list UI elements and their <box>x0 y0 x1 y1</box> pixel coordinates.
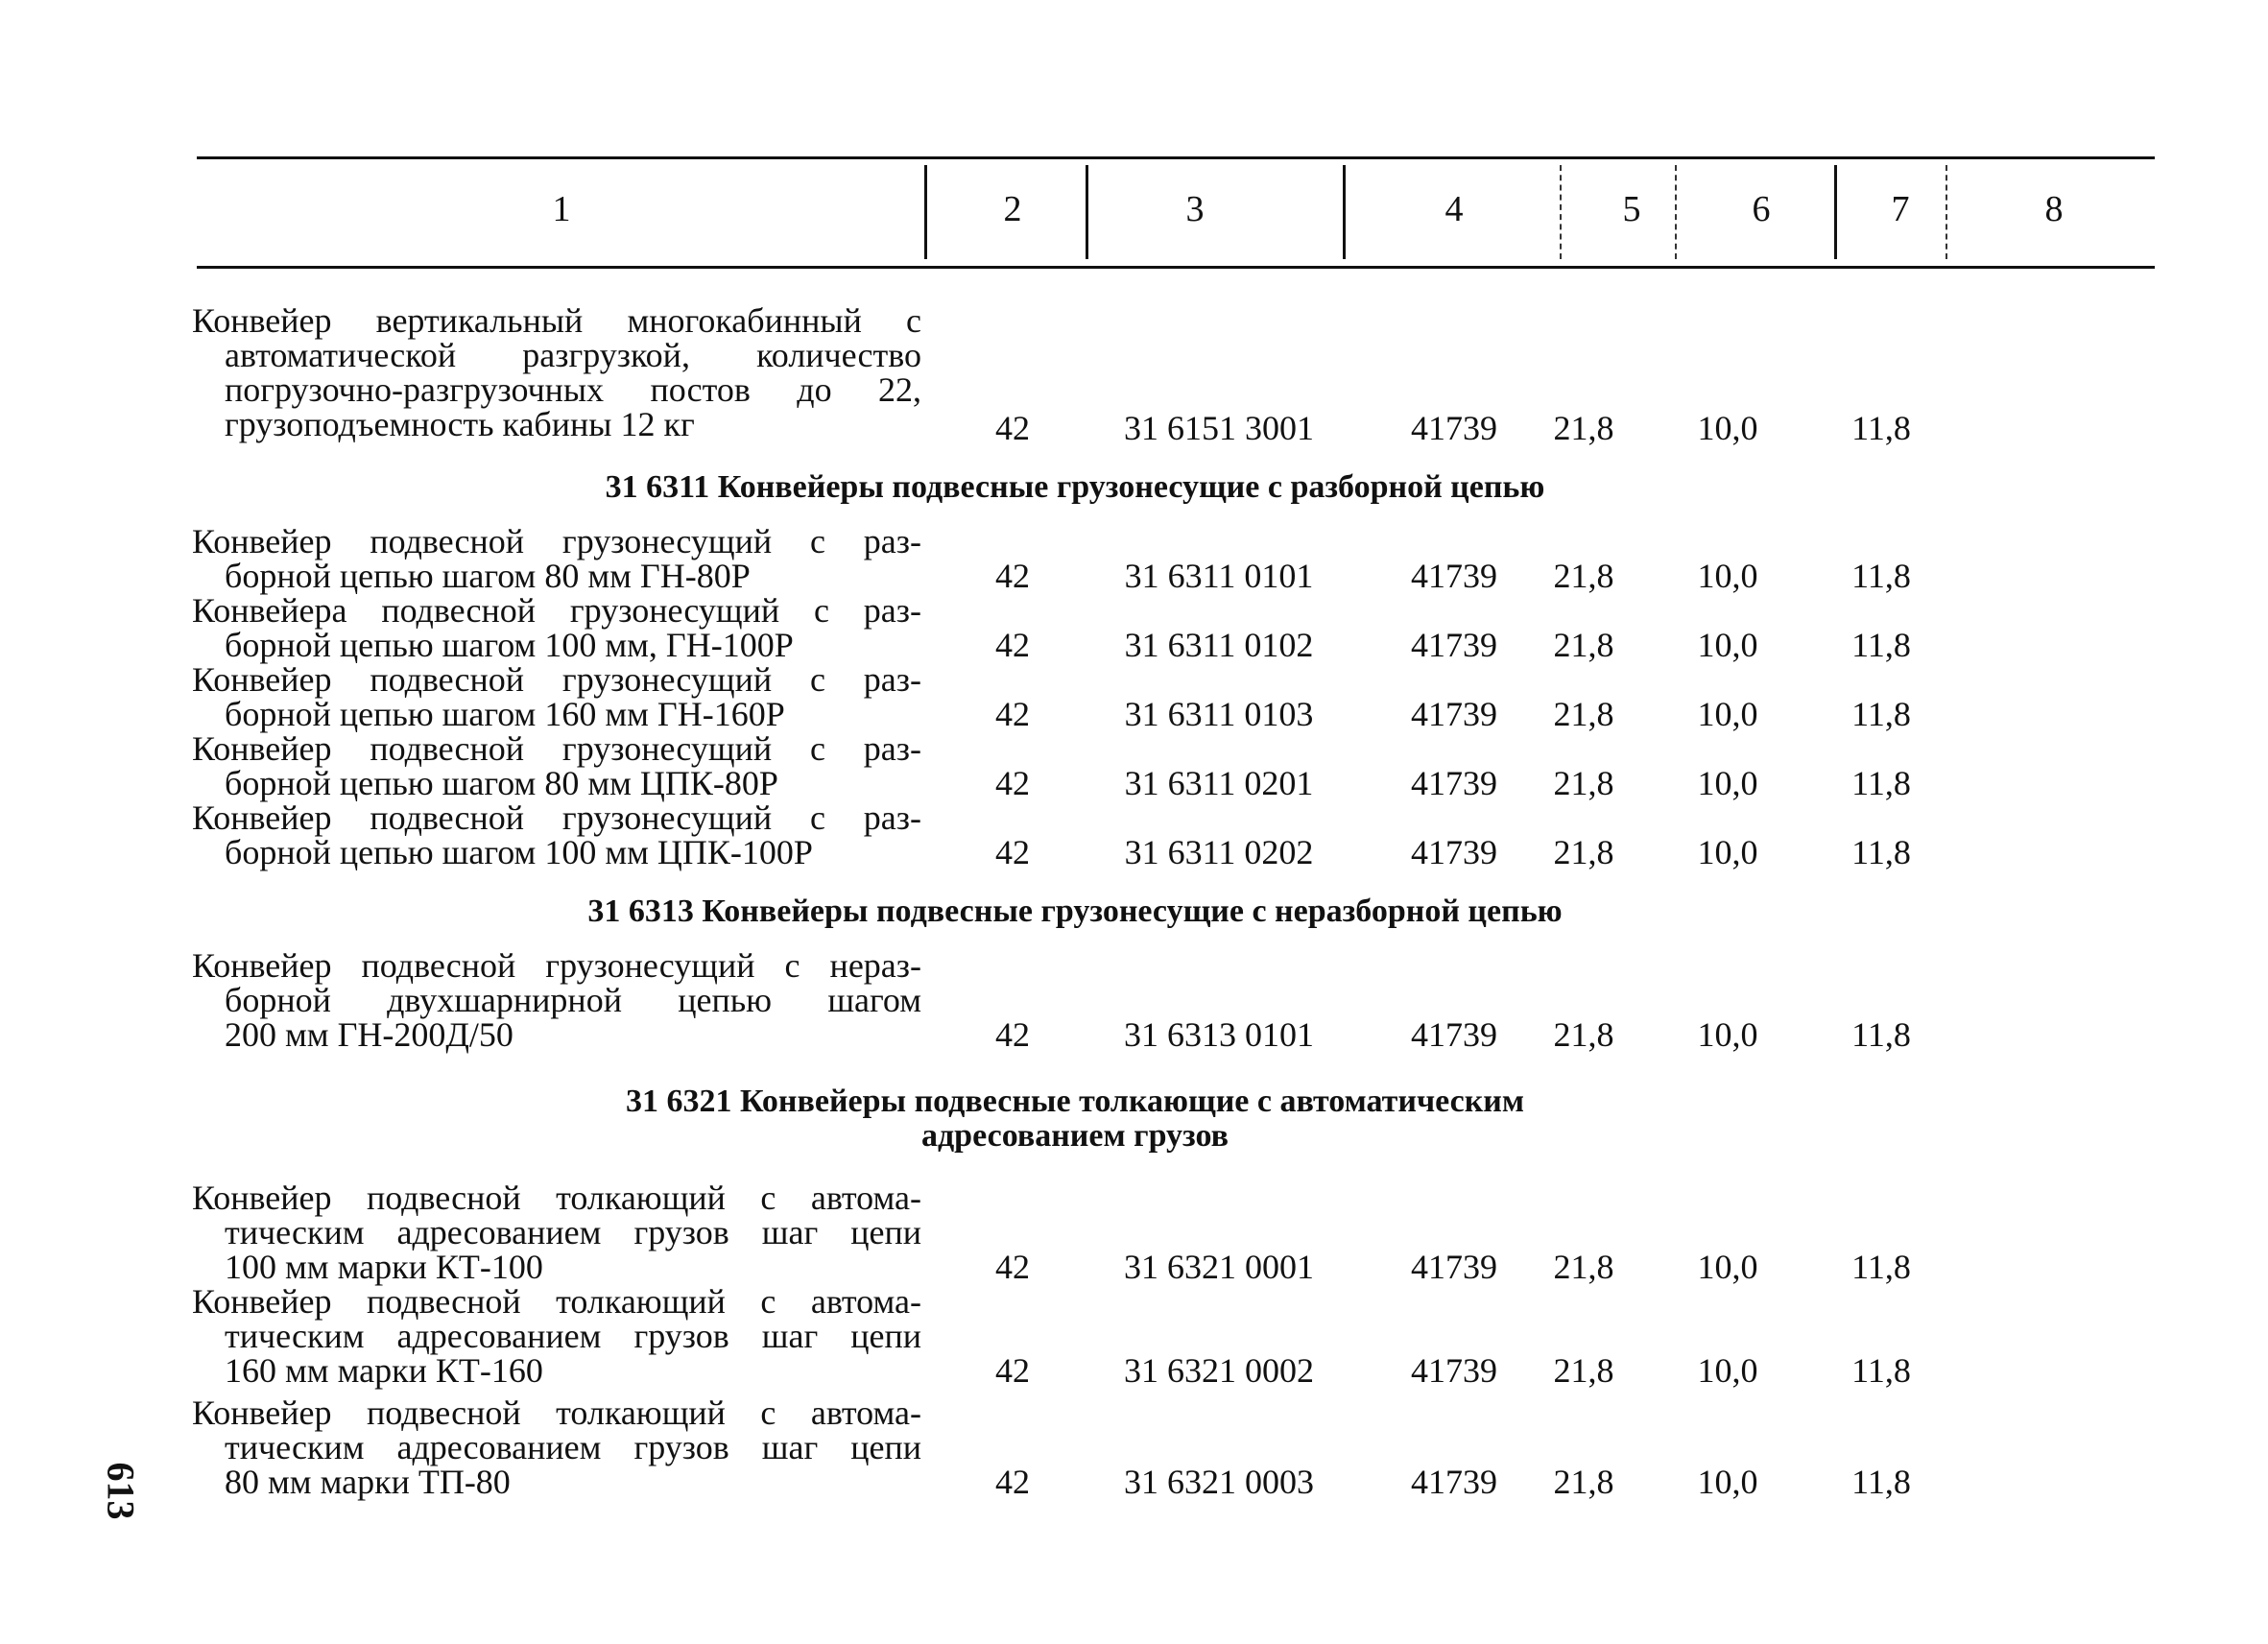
table-cell: 31 6313 0101 <box>1124 1015 1314 1054</box>
table-row-name: Конвейер подвесной толкающий с автома- тическим адресованием грузов шаг цепи 80 мм марки ТП-80 <box>192 1394 921 1501</box>
table-cell: 11,8 <box>1851 1248 1911 1286</box>
column-separator <box>1946 165 1947 259</box>
table-cell: 11,8 <box>1851 557 1911 595</box>
table-cell: 10,0 <box>1697 1463 1758 1501</box>
table-cell: 41739 <box>1411 626 1497 664</box>
table-cell: 41739 <box>1411 1248 1497 1286</box>
header-bottom-rule <box>197 266 2155 269</box>
column-header-3: 3 <box>1185 189 1205 229</box>
table-cell: 42 <box>995 695 1030 733</box>
table-cell: 10,0 <box>1697 1351 1758 1390</box>
header-top-rule <box>197 156 2155 159</box>
table-cell: 41739 <box>1411 695 1497 733</box>
table-cell: 31 6311 0103 <box>1124 695 1314 733</box>
table-cell: 42 <box>995 409 1030 447</box>
column-separator <box>1675 165 1677 259</box>
table-cell: 11,8 <box>1851 1463 1911 1501</box>
table-cell: 11,8 <box>1851 1015 1911 1054</box>
table-row-name: Конвейер вертикальный многокабинный с автоматической разгрузкой, количество погрузочно-разгрузочных постов до 22, грузоподъемность кабины 12 кг <box>192 301 921 443</box>
table-row-name: Конвейер подвесной грузонесущий с нераз- борной двухшарнирной цепью шагом 200 мм ГН-200Д/50 <box>192 946 921 1054</box>
table-cell: 31 6311 0101 <box>1124 557 1314 595</box>
table-cell: 41739 <box>1411 557 1497 595</box>
table-cell: 42 <box>995 833 1030 871</box>
table-cell: 10,0 <box>1697 695 1758 733</box>
column-separator <box>1560 165 1562 259</box>
section-heading: 31 6311 Конвейеры подвесные грузонесущие с разборной цепью <box>605 469 1545 505</box>
table-cell: 42 <box>995 1351 1030 1390</box>
table-cell: 10,0 <box>1697 833 1758 871</box>
table-cell: 42 <box>995 1463 1030 1501</box>
table-cell: 42 <box>995 764 1030 802</box>
table-cell: 11,8 <box>1851 833 1911 871</box>
section-heading: 31 6313 Конвейеры подвесные грузонесущие с неразборной цепью <box>587 893 1563 929</box>
table-cell: 10,0 <box>1697 1015 1758 1054</box>
table-cell: 21,8 <box>1553 1015 1614 1054</box>
table-cell: 21,8 <box>1553 764 1614 802</box>
table-cell: 11,8 <box>1851 764 1911 802</box>
table-cell: 31 6151 3001 <box>1124 409 1314 447</box>
column-separator <box>1343 165 1346 259</box>
table-row-name: Конвейер подвесной грузонесущий с раз- борной цепью шагом 80 мм ГН-80Р <box>192 522 921 595</box>
section-heading: 31 6321 Конвейеры подвесные толкающие с автоматическим <box>625 1084 1525 1119</box>
table-cell: 21,8 <box>1553 695 1614 733</box>
table-cell: 31 6311 0202 <box>1124 833 1314 871</box>
table-row-name: Конвейер подвесной толкающий с автома- тическим адресованием грузов шаг цепи 100 мм марки КТ-100 <box>192 1179 921 1286</box>
column-separator <box>924 165 927 259</box>
column-header-8: 8 <box>2044 189 2064 229</box>
table-row-name: Конвейера подвесной грузонесущий с раз- борной цепью шагом 100 мм, ГН-100Р <box>192 591 921 664</box>
table-cell: 21,8 <box>1553 1351 1614 1390</box>
table-cell: 10,0 <box>1697 557 1758 595</box>
table-cell: 11,8 <box>1851 695 1911 733</box>
column-header-6: 6 <box>1752 189 1771 229</box>
column-separator <box>1834 165 1837 259</box>
table-cell: 10,0 <box>1697 409 1758 447</box>
column-header-7: 7 <box>1891 189 1910 229</box>
table-cell: 41739 <box>1411 1463 1497 1501</box>
table-cell: 21,8 <box>1553 833 1614 871</box>
table-cell: 11,8 <box>1851 409 1911 447</box>
table-cell: 21,8 <box>1553 409 1614 447</box>
table-cell: 31 6321 0002 <box>1124 1351 1314 1390</box>
table-cell: 31 6321 0001 <box>1124 1248 1314 1286</box>
column-header-1: 1 <box>552 189 571 229</box>
table-cell: 21,8 <box>1553 1248 1614 1286</box>
table-cell: 42 <box>995 557 1030 595</box>
table-cell: 10,0 <box>1697 1248 1758 1286</box>
table-cell: 10,0 <box>1697 626 1758 664</box>
table-cell: 41739 <box>1411 1351 1497 1390</box>
table-cell: 31 6311 0102 <box>1124 626 1314 664</box>
table-row-name: Конвейер подвесной грузонесущий с раз- борной цепью шагом 160 мм ГН-160Р <box>192 660 921 733</box>
table-cell: 31 6321 0003 <box>1124 1463 1314 1501</box>
column-header-5: 5 <box>1622 189 1641 229</box>
table-cell: 21,8 <box>1553 1463 1614 1501</box>
column-separator <box>1086 165 1088 259</box>
table-cell: 41739 <box>1411 409 1497 447</box>
table-cell: 41739 <box>1411 833 1497 871</box>
column-header-4: 4 <box>1444 189 1464 229</box>
table-cell: 10,0 <box>1697 764 1758 802</box>
table-cell: 21,8 <box>1553 557 1614 595</box>
page-number: 613 <box>99 1462 143 1520</box>
table-cell: 42 <box>995 626 1030 664</box>
table-cell: 11,8 <box>1851 1351 1911 1390</box>
table-cell: 41739 <box>1411 1015 1497 1054</box>
table-cell: 41739 <box>1411 764 1497 802</box>
table-row-name: Конвейер подвесной грузонесущий с раз- борной цепью шагом 100 мм ЦПК-100Р <box>192 798 921 871</box>
table-cell: 42 <box>995 1015 1030 1054</box>
section-heading-continued: адресованием грузов <box>920 1118 1229 1154</box>
table-row-name: Конвейер подвесной грузонесущий с раз- борной цепью шагом 80 мм ЦПК-80Р <box>192 729 921 802</box>
table-cell: 31 6311 0201 <box>1124 764 1314 802</box>
table-cell: 42 <box>995 1248 1030 1286</box>
table-cell: 21,8 <box>1553 626 1614 664</box>
table-cell: 11,8 <box>1851 626 1911 664</box>
column-header-2: 2 <box>1003 189 1022 229</box>
table-row-name: Конвейер подвесной толкающий с автома- тическим адресованием грузов шаг цепи 160 мм марки КТ-160 <box>192 1282 921 1390</box>
